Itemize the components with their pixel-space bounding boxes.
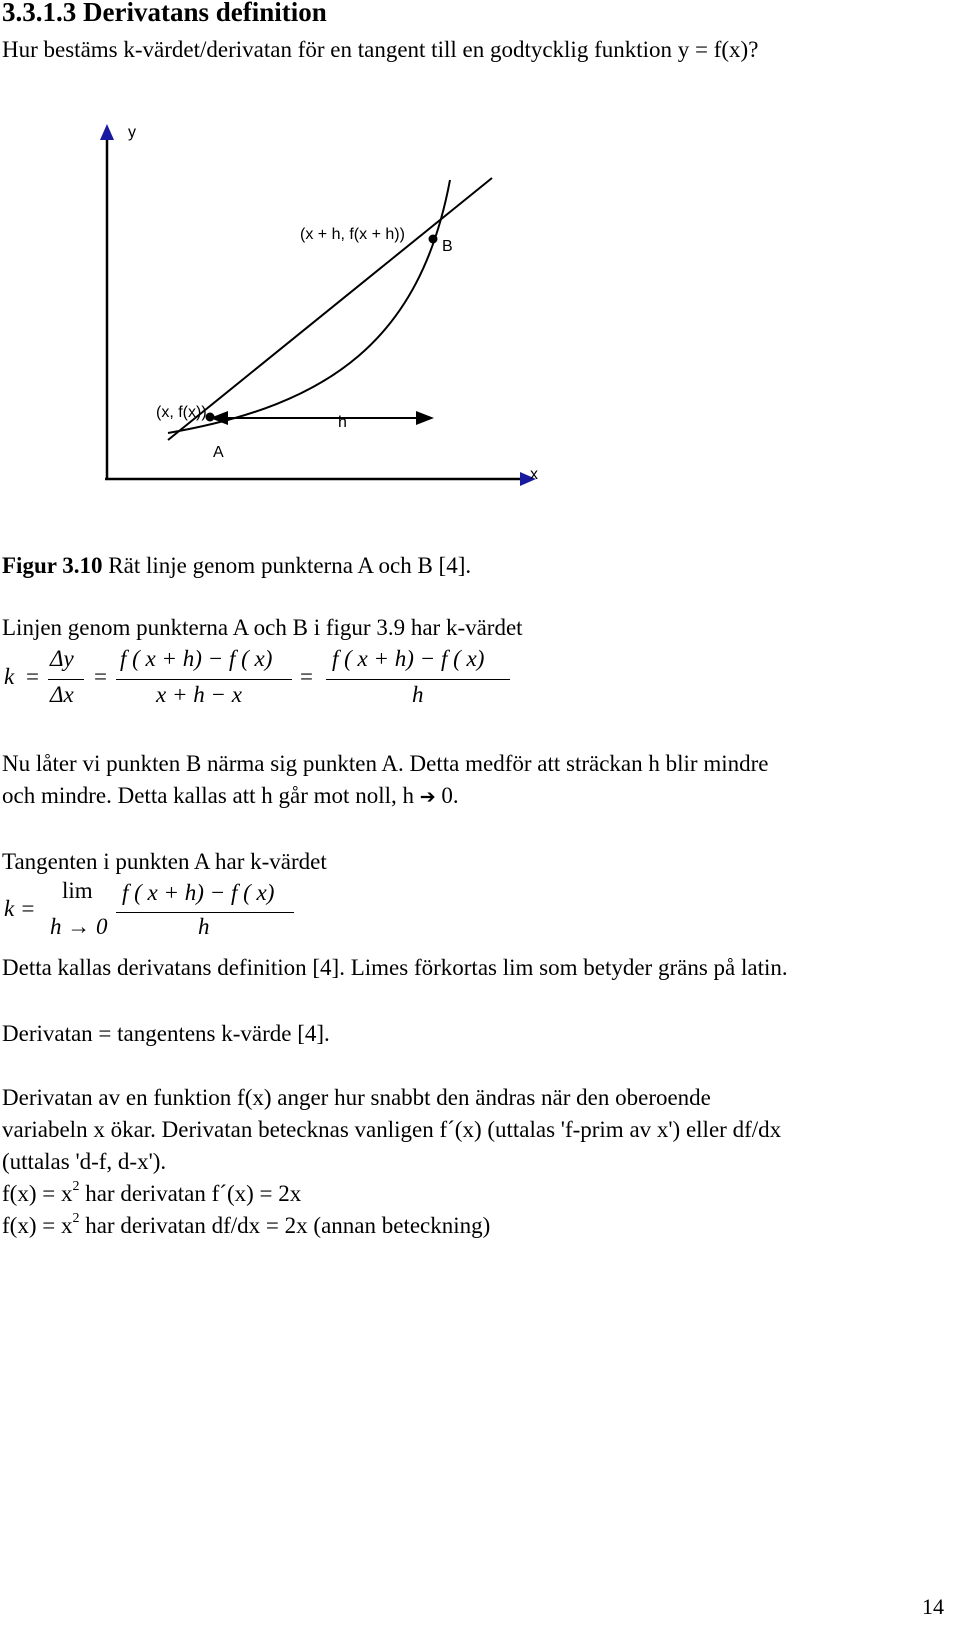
y-axis-arrowhead [100, 124, 114, 140]
figure-secant-line [0, 110, 560, 510]
paragraph-tangent: Tangenten i punkten A har k-värdet [2, 849, 327, 874]
point-a-label: A [213, 444, 224, 461]
formula1-dx: Δx [50, 682, 74, 707]
paragraph-limit-line1: Nu låter vi punkten B närma sig punkten A. Detta medför att sträckan h blir mindre [2, 751, 769, 776]
right-arrow-icon: ➔ [419, 786, 436, 808]
formula1-eq1: = [26, 664, 39, 689]
formula1-eq2: = [94, 664, 107, 689]
paragraph-limit-line2 [2, 780, 459, 813]
formula1-frac1-bar [48, 679, 84, 680]
example-1-b: har derivatan f´(x) = 2x [79, 1181, 302, 1206]
intro-question: Hur bestäms k-värdet/derivatan för en tangent till en godtycklig funktion y = f(x)? [2, 37, 759, 62]
point-b-dot [429, 235, 438, 244]
example-2-b: har derivatan df/dx = 2x (annan beteckning) [79, 1213, 491, 1238]
formula1-frac3-bar [326, 679, 510, 680]
formula2-sub: h → 0 [50, 914, 108, 939]
formula2-bar [116, 912, 294, 913]
figure-caption [2, 550, 471, 582]
figure-caption-label: Figur 3.10 [2, 553, 103, 578]
example-2-sup: 2 [72, 1211, 80, 1227]
function-curve [168, 180, 450, 433]
formula2-den: h [198, 914, 210, 939]
h-label: h [338, 414, 347, 431]
formula2-num: f ( x + h) − f ( x) [122, 880, 275, 905]
paragraph-definition: Detta kallas derivatans definition [4]. Limes förkortas lim som betyder gräns på latin. [2, 955, 788, 980]
formula1-dy: Δy [50, 646, 74, 671]
formula1-frac2-num: f ( x + h) − f ( x) [120, 646, 273, 671]
page-number: 14 [922, 1594, 944, 1619]
formula2-lim: lim [62, 878, 93, 903]
secant-line [168, 178, 492, 440]
example-1 [2, 1178, 301, 1210]
derivative-definition-formula [0, 878, 320, 948]
para2-text-a: och mindre. Detta kallas att h går mot noll, h [2, 783, 420, 808]
example-2-a: f(x) = x [2, 1213, 73, 1238]
point-b-coord-label: (x + h, f(x + h)) [300, 226, 405, 243]
paragraph-slope: Linjen genom punkterna A och B i figur 3.9 har k-värdet [2, 615, 523, 640]
paragraph-notation-line1: Derivatan av en funktion f(x) anger hur snabbt den ändras när den oberoende [2, 1085, 711, 1110]
point-a-dot [206, 413, 215, 422]
paragraph-notation-line3: (uttalas 'd-f, d-x'). [2, 1149, 167, 1174]
paragraph-derivative-equals: Derivatan = tangentens k-värde [4]. [2, 1021, 330, 1046]
figure-caption-text: Rät linje genom punkterna A och B [4]. [102, 553, 472, 578]
example-1-a: f(x) = x [2, 1181, 73, 1206]
formula1-frac3-den: h [412, 682, 424, 707]
slope-formula [0, 646, 520, 716]
para2-text-b: 0. [435, 783, 459, 808]
formula1-frac2-den: x + h − x [156, 682, 242, 707]
section-heading: 3.3.1.3 Derivatans definition [2, 0, 327, 27]
paragraph-notation-line2: variabeln x ökar. Derivatan betecknas vanligen f´(x) (uttalas 'f-prim av x') eller df/dx [2, 1117, 782, 1142]
y-axis-label: y [128, 124, 136, 141]
formula2-k: k = [4, 896, 36, 921]
x-axis-label: x [530, 466, 538, 483]
point-a-coord-label: (x, f(x)) [156, 404, 207, 421]
h-arrow-right-head [416, 411, 434, 425]
formula1-frac2-bar [116, 679, 292, 680]
example-1-sup: 2 [72, 1179, 80, 1195]
point-b-label: B [442, 238, 453, 255]
formula1-k: k [4, 664, 15, 689]
formula1-frac3-num: f ( x + h) − f ( x) [332, 646, 485, 671]
example-2 [2, 1210, 490, 1242]
formula1-eq3: = [300, 664, 313, 689]
